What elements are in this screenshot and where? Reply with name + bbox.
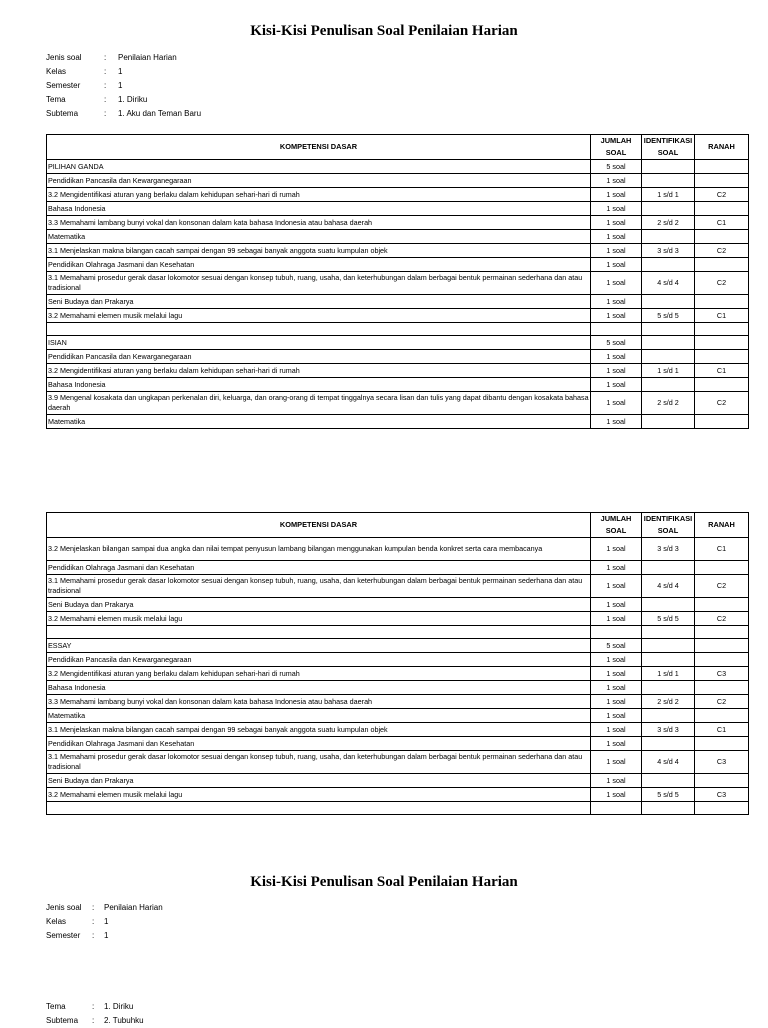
ranah-cell: C3 [695,751,749,774]
identifikasi-cell [642,653,695,667]
table-row [47,364,749,378]
table-row [47,575,749,598]
table-row [47,244,749,258]
identifikasi-cell [642,681,695,695]
kompetensi-cell: Matematika [47,230,591,244]
meta-row [46,915,163,929]
ranah-cell [695,378,749,392]
ranah-cell: C3 [695,788,749,802]
meta-section-2 [46,901,163,943]
meta-row [46,929,163,943]
meta-colon: : [104,81,107,90]
kompetensi-cell: Pendidikan Olahraga Jasmani dan Kesehatan [47,737,591,751]
jumlah-cell: 1 soal [591,788,642,802]
jumlah-cell: 1 soal [591,188,642,202]
ranah-cell [695,336,749,350]
table-row [47,802,749,815]
identifikasi-cell [642,202,695,216]
jumlah-cell: 1 soal [591,751,642,774]
meta-row [46,51,201,65]
ranah-cell [695,802,749,815]
table-row [47,612,749,626]
kompetensi-cell: 3.2 Memahami elemen musik melalui lagu [47,309,591,323]
header-ranah: RANAH [695,513,749,538]
kompetensi-cell: Bahasa Indonesia [47,202,591,216]
table-row [47,774,749,788]
ranah-cell [695,639,749,653]
identifikasi-cell [642,230,695,244]
jumlah-cell: 1 soal [591,174,642,188]
identifikasi-cell: 2 s/d 2 [642,216,695,230]
ranah-cell: C3 [695,667,749,681]
identifikasi-cell [642,598,695,612]
identifikasi-cell [642,258,695,272]
identifikasi-cell: 1 s/d 1 [642,667,695,681]
header-identifikasi-soal: IDENTIFIKASI SOAL [642,513,695,538]
kompetensi-cell: 3.2 Memahami elemen musik melalui lagu [47,788,591,802]
ranah-cell [695,774,749,788]
ranah-cell [695,415,749,429]
meta-key: Semester [46,931,81,940]
identifikasi-cell: 5 s/d 5 [642,309,695,323]
ranah-cell [695,737,749,751]
meta-colon: : [104,95,107,104]
table-row [47,751,749,774]
kompetensi-cell: 3.2 Mengidentifikasi aturan yang berlaku dalam kehidupan sehari-hari di rumah [47,364,591,378]
meta-colon: : [92,903,95,912]
identifikasi-cell [642,336,695,350]
identifikasi-cell: 2 s/d 2 [642,695,695,709]
identifikasi-cell: 5 s/d 5 [642,788,695,802]
table-row [47,216,749,230]
meta-key: Jenis soal [46,53,82,62]
document-title-2: Kisi-Kisi Penulisan Soal Penilaian Harian [250,874,518,890]
meta-row [46,93,201,107]
meta-colon: : [92,1002,95,1011]
ranah-cell [695,653,749,667]
kompetensi-cell: Pendidikan Pancasila dan Kewarganegaraan [47,653,591,667]
identifikasi-cell: 1 s/d 1 [642,364,695,378]
meta-key: Semester [46,81,81,90]
jumlah-cell: 1 soal [591,364,642,378]
meta-value: 1 [104,917,109,926]
identifikasi-cell: 1 s/d 1 [642,188,695,202]
meta-row [46,107,201,121]
table-row [47,538,749,561]
ranah-cell: C1 [695,723,749,737]
table-row [47,174,749,188]
identifikasi-cell [642,774,695,788]
kompetensi-cell: 3.3 Memahami lambang bunyi vokal dan konsonan dalam kata bahasa Indonesia atau bahasa daerah [47,216,591,230]
table-row [47,188,749,202]
identifikasi-cell: 3 s/d 3 [642,538,695,561]
jumlah-cell: 1 soal [591,202,642,216]
table-row [47,723,749,737]
ranah-cell: C2 [695,188,749,202]
kompetensi-cell: 3.2 Menjelaskan bilangan sampai dua angka dan nilai tempat penyusun lambang bilangan menggunakan kumpulan benda konkret serta cara membacanya [47,538,591,561]
identifikasi-cell [642,378,695,392]
jumlah-cell: 5 soal [591,160,642,174]
jumlah-cell: 1 soal [591,295,642,309]
table-row [47,626,749,639]
meta-value: 1 [118,81,123,90]
ranah-cell: C2 [695,272,749,295]
jumlah-cell: 5 soal [591,639,642,653]
header-kompetensi-dasar: KOMPETENSI DASAR [47,513,591,538]
ranah-cell [695,561,749,575]
kompetensi-cell: 3.1 Memahami prosedur gerak dasar lokomotor sesuai dengan konsep tubuh, ruang, usaha, dan keterhubungan dalam berbagai bentuk permainan sederhana dan atau tradisional [47,751,591,774]
jumlah-cell: 1 soal [591,774,642,788]
table-row [47,323,749,336]
meta-colon: : [92,1016,95,1025]
kisi-table-1 [46,134,749,429]
identifikasi-cell: 2 s/d 2 [642,392,695,415]
identifikasi-cell [642,350,695,364]
meta-section-1 [46,51,201,121]
table-row [47,230,749,244]
table-row [47,561,749,575]
kompetensi-cell: Seni Budaya dan Prakarya [47,774,591,788]
identifikasi-cell [642,709,695,723]
identifikasi-cell [642,561,695,575]
identifikasi-cell: 3 s/d 3 [642,723,695,737]
table-row [47,681,749,695]
kompetensi-cell: 3.3 Memahami lambang bunyi vokal dan konsonan dalam kata bahasa Indonesia atau bahasa daerah [47,695,591,709]
meta-value: 1. Diriku [104,1002,134,1011]
jumlah-cell: 1 soal [591,230,642,244]
ranah-cell [695,681,749,695]
kompetensi-cell: PILIHAN GANDA [47,160,591,174]
jumlah-cell: 1 soal [591,538,642,561]
header-kompetensi-dasar: KOMPETENSI DASAR [47,135,591,160]
identifikasi-cell: 4 s/d 4 [642,272,695,295]
ranah-cell [695,174,749,188]
meta-row [46,79,201,93]
jumlah-cell [591,802,642,815]
jumlah-cell: 1 soal [591,723,642,737]
ranah-cell: C2 [695,612,749,626]
ranah-cell [695,626,749,639]
meta-key: Subtema [46,1016,79,1025]
ranah-cell [695,709,749,723]
jumlah-cell: 1 soal [591,415,642,429]
ranah-cell: C1 [695,309,749,323]
jumlah-cell: 1 soal [591,653,642,667]
meta-key: Kelas [46,917,67,926]
identifikasi-cell [642,802,695,815]
jumlah-cell: 1 soal [591,392,642,415]
ranah-cell [695,202,749,216]
meta-value: 1. Aku dan Teman Baru [118,109,202,118]
kompetensi-cell: 3.1 Menjelaskan makna bilangan cacah sampai dengan 99 sebagai banyak anggota suatu kumpulan objek [47,723,591,737]
kompetensi-cell [47,626,591,639]
jumlah-cell: 1 soal [591,350,642,364]
kompetensi-cell: 3.1 Menjelaskan makna bilangan cacah sampai dengan 99 sebagai banyak anggota suatu kumpulan objek [47,244,591,258]
jumlah-cell: 1 soal [591,667,642,681]
kompetensi-cell: Pendidikan Pancasila dan Kewarganegaraan [47,174,591,188]
ranah-cell [695,598,749,612]
table-row [47,598,749,612]
identifikasi-cell [642,295,695,309]
meta-row [46,901,163,915]
jumlah-cell: 1 soal [591,737,642,751]
kompetensi-cell [47,802,591,815]
table-row [47,415,749,429]
meta-value: 1 [118,67,123,76]
identifikasi-cell [642,626,695,639]
table-row [47,160,749,174]
kompetensi-cell: Matematika [47,415,591,429]
table-row [47,709,749,723]
identifikasi-cell [642,160,695,174]
meta-row [46,65,201,79]
identifikasi-cell: 3 s/d 3 [642,244,695,258]
table-row [47,202,749,216]
identifikasi-cell [642,415,695,429]
jumlah-cell: 1 soal [591,681,642,695]
table-row [47,336,749,350]
jumlah-cell: 1 soal [591,309,642,323]
identifikasi-cell: 4 s/d 4 [642,751,695,774]
kisi-table-2 [46,512,749,815]
ranah-cell [695,230,749,244]
jumlah-cell: 5 soal [591,336,642,350]
kompetensi-cell: Pendidikan Olahraga Jasmani dan Kesehatan [47,561,591,575]
jumlah-cell: 1 soal [591,612,642,626]
kompetensi-cell: 3.2 Mengidentifikasi aturan yang berlaku dalam kehidupan sehari-hari di rumah [47,667,591,681]
ranah-cell [695,350,749,364]
kompetensi-cell: Bahasa Indonesia [47,681,591,695]
identifikasi-cell: 5 s/d 5 [642,612,695,626]
kompetensi-cell: Bahasa Indonesia [47,378,591,392]
meta-colon: : [104,67,107,76]
jumlah-cell: 1 soal [591,378,642,392]
kompetensi-cell: ESSAY [47,639,591,653]
jumlah-cell [591,626,642,639]
ranah-cell [695,258,749,272]
identifikasi-cell [642,323,695,336]
identifikasi-cell [642,737,695,751]
table-row [47,737,749,751]
jumlah-cell: 1 soal [591,695,642,709]
kompetensi-cell: Matematika [47,709,591,723]
ranah-cell: C2 [695,392,749,415]
table-row [47,258,749,272]
document-title: Kisi-Kisi Penulisan Soal Penilaian Harian [250,23,518,39]
meta-colon: : [92,931,95,940]
table-row [47,309,749,323]
jumlah-cell: 1 soal [591,216,642,230]
meta-colon: : [92,917,95,926]
table-row [47,392,749,415]
ranah-cell [695,295,749,309]
header-jumlah-soal: JUMLAH SOAL [591,135,642,160]
meta-key: Kelas [46,67,67,76]
meta-row [46,1000,144,1014]
ranah-cell [695,160,749,174]
kompetensi-cell: 3.2 Memahami elemen musik melalui lagu [47,612,591,626]
meta-key: Tema [46,1002,66,1011]
jumlah-cell: 1 soal [591,709,642,723]
meta-value: Penilaian Harian [104,903,163,912]
jumlah-cell: 1 soal [591,258,642,272]
jumlah-cell: 1 soal [591,561,642,575]
ranah-cell: C2 [695,575,749,598]
header-jumlah-soal: JUMLAH SOAL [591,513,642,538]
kompetensi-cell: 3.9 Mengenal kosakata dan ungkapan perkenalan diri, keluarga, dan orang-orang di tempat tinggalnya secara lisan dan tulis yang dapat dibantu dengan kosakata bahasa daerah [47,392,591,415]
meta-key: Jenis soal [46,903,82,912]
jumlah-cell: 1 soal [591,575,642,598]
kompetensi-cell: Seni Budaya dan Prakarya [47,598,591,612]
kompetensi-cell: Seni Budaya dan Prakarya [47,295,591,309]
meta-key: Subtema [46,109,79,118]
table-row [47,695,749,709]
meta-value: 1. Diriku [118,95,148,104]
kompetensi-cell: 3.1 Memahami prosedur gerak dasar lokomotor sesuai dengan konsep tubuh, ruang, usaha, dan keterhubungan dalam berbagai bentuk permainan sederhana dan atau tradisional [47,575,591,598]
meta-value: 2. Tubuhku [104,1016,144,1025]
table-row [47,653,749,667]
kompetensi-cell: Pendidikan Olahraga Jasmani dan Kesehatan [47,258,591,272]
kompetensi-cell: ISIAN [47,336,591,350]
table-row [47,667,749,681]
kompetensi-cell: Pendidikan Pancasila dan Kewarganegaraan [47,350,591,364]
ranah-cell: C1 [695,538,749,561]
kompetensi-cell: 3.1 Memahami prosedur gerak dasar lokomotor sesuai dengan konsep tubuh, ruang, usaha, dan keterhubungan dalam berbagai bentuk permainan sederhana dan atau tradisional [47,272,591,295]
ranah-cell [695,323,749,336]
meta-colon: : [104,53,107,62]
meta-row [46,1014,144,1028]
kompetensi-cell: 3.2 Mengidentifikasi aturan yang berlaku dalam kehidupan sehari-hari di rumah [47,188,591,202]
identifikasi-cell [642,639,695,653]
kompetensi-cell [47,323,591,336]
header-ranah: RANAH [695,135,749,160]
meta-key: Tema [46,95,66,104]
ranah-cell: C2 [695,695,749,709]
jumlah-cell: 1 soal [591,272,642,295]
jumlah-cell: 1 soal [591,598,642,612]
jumlah-cell [591,323,642,336]
header-identifikasi-soal: IDENTIFIKASI SOAL [642,135,695,160]
table-row [47,295,749,309]
table-row [47,350,749,364]
identifikasi-cell [642,174,695,188]
meta-colon: : [104,109,107,118]
ranah-cell: C1 [695,216,749,230]
ranah-cell: C1 [695,364,749,378]
identifikasi-cell: 4 s/d 4 [642,575,695,598]
table-row [47,639,749,653]
meta-value: Penilaian Harian [118,53,177,62]
meta-value: 1 [104,931,109,940]
jumlah-cell: 1 soal [591,244,642,258]
table-row [47,378,749,392]
ranah-cell: C2 [695,244,749,258]
table-row [47,272,749,295]
table-row [47,788,749,802]
